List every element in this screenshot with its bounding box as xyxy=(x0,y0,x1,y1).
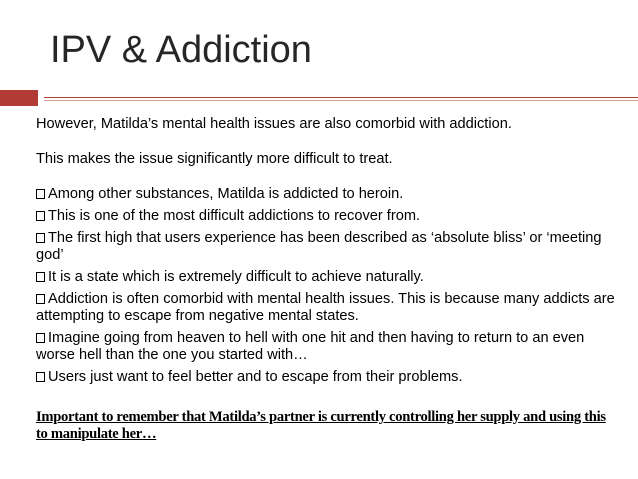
important-note-text: Important to remember that Matilda’s partner is currently controlling her supply and using this to manipulate her… xyxy=(36,409,606,442)
square-bullet-icon xyxy=(36,333,45,343)
bullet-text: The first high that users experience has been described as ‘absolute bliss’ or ‘meeting god’ xyxy=(36,230,602,263)
paragraph-difficult: This makes the issue significantly more difficult to treat. xyxy=(36,151,393,167)
square-bullet-icon xyxy=(36,233,45,243)
bullet-text: This is one of the most difficult addictions to recover from. xyxy=(48,208,421,224)
slide-body xyxy=(36,116,616,443)
square-bullet-icon xyxy=(36,272,45,282)
bullet-text: Among other substances, Matilda is addicted to heroin. xyxy=(48,186,404,202)
slide-title: IPV & Addiction xyxy=(50,29,312,71)
square-bullet-icon xyxy=(36,211,45,221)
bullet-text: Imagine going from heaven to hell with one hit and then having to return to an even worse hell than the one you started with… xyxy=(36,330,585,363)
square-bullet-icon xyxy=(36,372,45,382)
title-accent-block xyxy=(0,90,38,106)
bullet-text: It is a state which is extremely difficult to achieve naturally. xyxy=(48,269,424,285)
title-divider-line-secondary xyxy=(44,100,638,101)
list-item xyxy=(36,369,616,386)
bullet-text: Users just want to feel better and to escape from their problems. xyxy=(48,369,463,385)
list-item xyxy=(36,186,616,203)
list-item xyxy=(36,230,616,264)
important-note xyxy=(36,409,616,443)
list-item xyxy=(36,208,616,225)
paragraph-comorbid: However, Matilda’s mental health issues are also comorbid with addiction. xyxy=(36,116,512,132)
bullet-text: Addiction is often comorbid with mental health issues. This is because many addicts are attempting to escape from negative mental states. xyxy=(36,291,615,324)
list-item xyxy=(36,291,616,325)
bullet-list xyxy=(36,186,616,386)
square-bullet-icon xyxy=(36,189,45,199)
list-item xyxy=(36,269,616,286)
title-divider-line xyxy=(44,97,638,98)
square-bullet-icon xyxy=(36,294,45,304)
list-item xyxy=(36,330,616,364)
